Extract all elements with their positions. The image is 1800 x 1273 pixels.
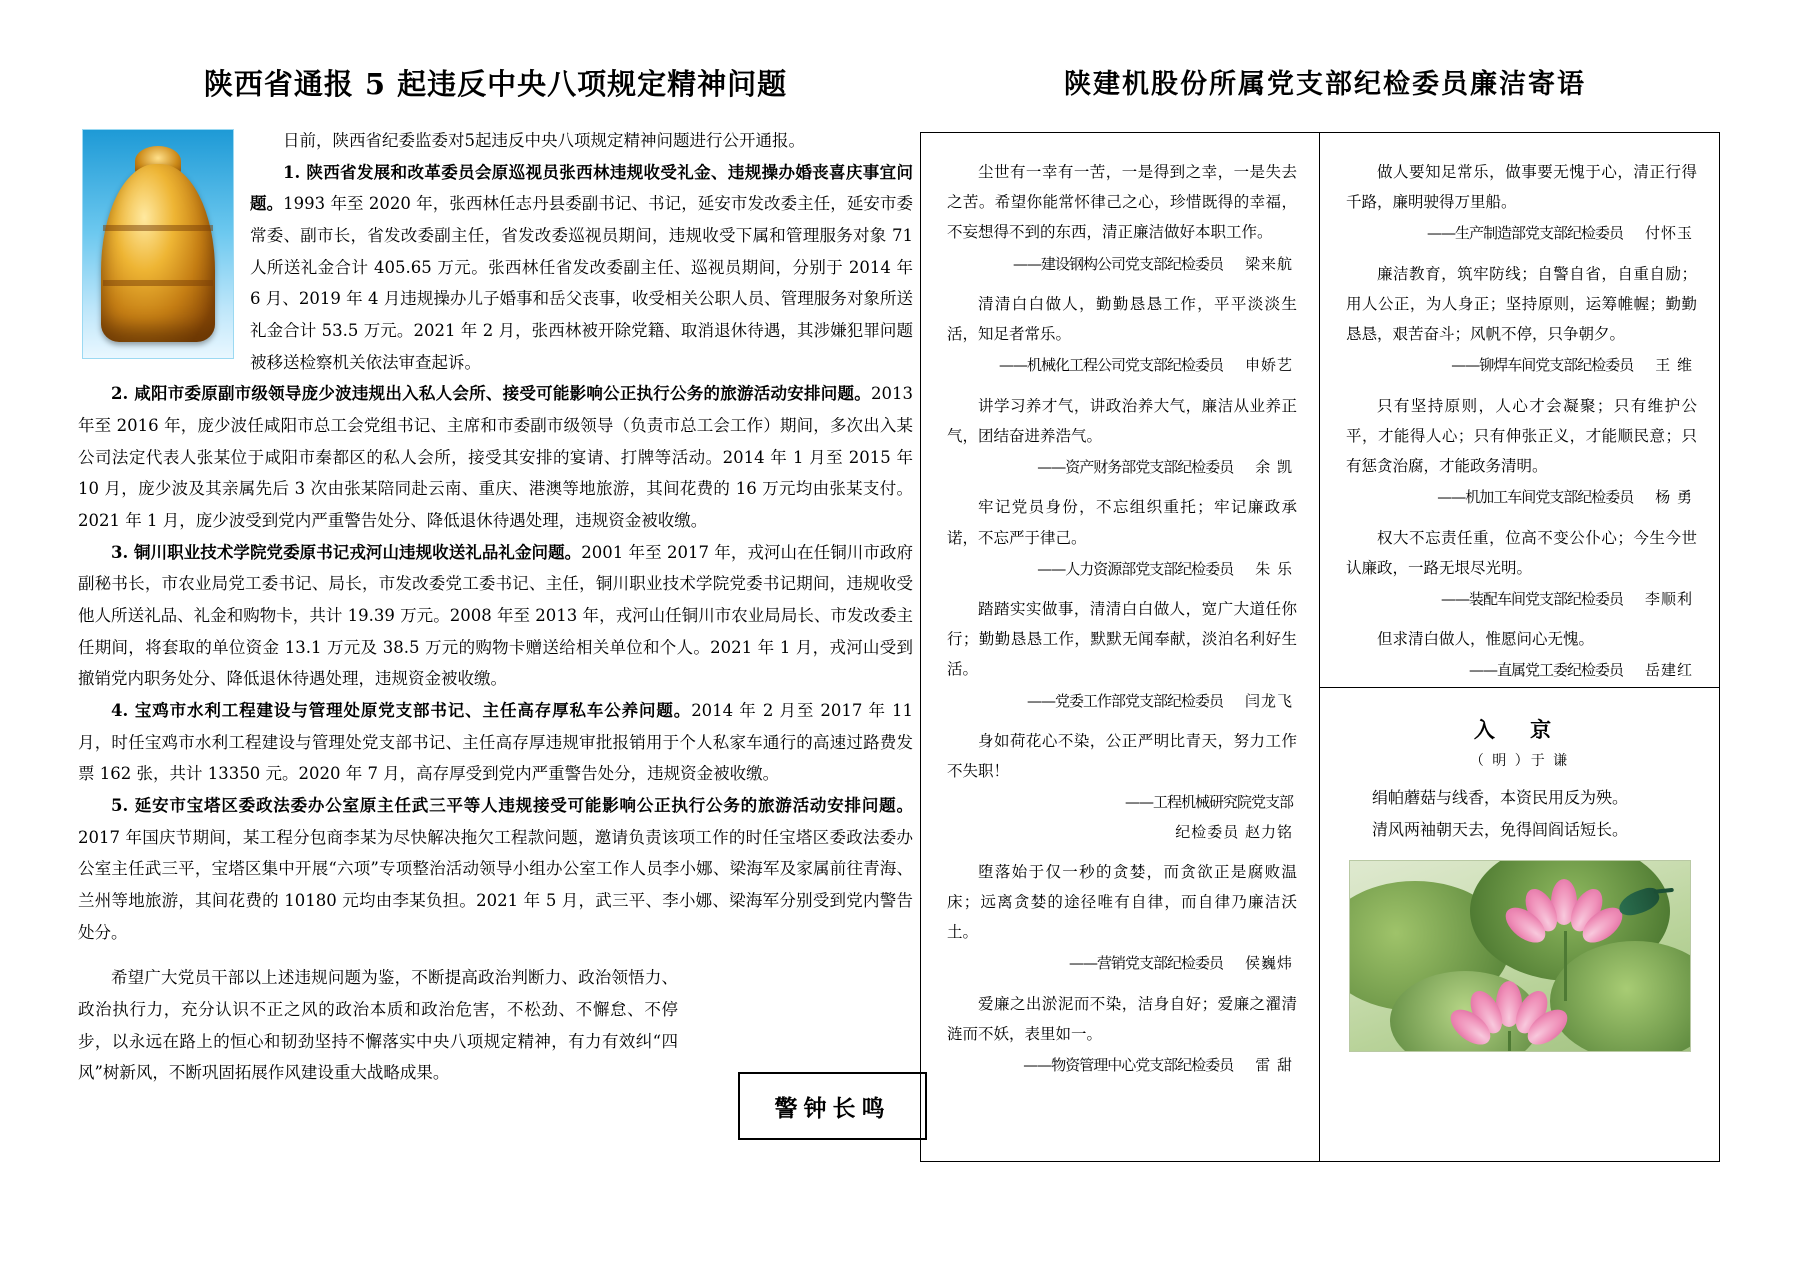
item-5-body: 2017 年国庆节期间，某工程分包商李某为尽快解决拖欠工程款问题，邀请负责该项工作的时任宝塔区委政法委办公室主任武三平，宝塔区集中开展“六项”专项整治活动领导小组办公室工作人员李小娜、梁海军及家属前往青海、兰州等地旅游，其间花费的 10180 元均由李某负担。2021 年 5 月，武三平、李小娜、梁海军分别受到党内警告处分。 <box>78 827 913 942</box>
quote-b4-name: 李顺利 <box>1644 589 1693 608</box>
item-2-heading: 2. 咸阳市委原副市级领导庞少波违规出入私人会所、接受可能影响公正执行公务的旅游活动安排问题。 <box>111 384 871 404</box>
quote-a6-text: 身如荷花心不染，公正严明比青天，努力工作不失职！ <box>947 731 1297 781</box>
quote-b4-text: 权大不忘责任重，位高不变公仆心；今生今世认廉政，一路无垠尽光明。 <box>1346 528 1697 577</box>
quote-a2-name: 申娇艺 <box>1244 356 1293 375</box>
quote-a7-text: 堕落始于仅一秒的贪婪，而贪欲正是腐败温床；远离贪婪的途径唯有自律，而自律乃廉洁沃土。 <box>947 862 1297 942</box>
quote-b1-sign <box>1346 219 1697 248</box>
quote-a3-name: 余 凯 <box>1255 458 1293 477</box>
quote-b4-sign <box>1346 585 1697 614</box>
item-1-heading: 1. 陕西省发展和改革委员会原巡视员张西林违规收受礼金、违规操办婚丧喜庆事宜问题。 <box>250 162 913 214</box>
left-article-body <box>78 125 913 1089</box>
item-4 <box>78 695 913 790</box>
quote-a8-name: 雷 甜 <box>1255 1056 1293 1075</box>
quote-b3-text: 只有坚持原则，人心才会凝聚；只有维护公平，才能得人心；只有伸张正义，才能顺民意；只有惩贪治腐，才能政务清明。 <box>1346 396 1697 476</box>
quote-a7-sign <box>947 949 1297 978</box>
quote-a7-org: ——营销党支部纪检委员 <box>1068 954 1223 973</box>
quote-a5-sign <box>947 687 1297 716</box>
quote-a3-text: 讲学习养才气，讲政治养大气，廉洁从业养正气，团结奋进养浩气。 <box>947 396 1297 445</box>
left-article-title: 陕西省通报 5 起违反中央八项规定精神问题 <box>203 67 788 101</box>
quote-a1-name: 梁来航 <box>1244 254 1293 273</box>
quote-a4-sign <box>947 555 1297 584</box>
item-4-heading: 4. 宝鸡市水利工程建设与管理处原党支部书记、主任高存厚私车公养问题。 <box>111 701 692 721</box>
quote-b5-text: 但求清白做人，惟愿问心无愧。 <box>1377 630 1595 649</box>
quote-a5-org: ——党委工作部党支部纪检委员 <box>1026 691 1223 710</box>
quote-a5-name: 闫龙飞 <box>1244 691 1293 710</box>
item-5 <box>78 790 913 948</box>
quote-a1-org: ——建设钢构公司党支部纪检委员 <box>1012 254 1223 273</box>
right-article-title: 陕建机股份所属党支部纪检委员廉洁寄语 <box>1064 69 1586 100</box>
poem-author: （ 明 ）于 谦 <box>1469 753 1570 769</box>
poem-line-1: 绢帕蘑菇与线香，本资民用反为殃。 <box>1372 788 1629 807</box>
poem-line-2: 清风两袖朝天去，免得闾阎话短长。 <box>1372 820 1629 839</box>
quote-b2-org: ——铆焊车间党支部纪检委员 <box>1451 356 1634 375</box>
quote-a5-text: 踏踏实实做事，清清白白做人，宽广大道任你行；勤勤恳恳工作，默默无闻奉献，淡泊名利好生活。 <box>947 599 1297 679</box>
item-1-body: 1993 年至 2020 年，张西林任志丹县委副书记、书记，延安市发改委主任，延安市委常委、副市长，省发改委副主任，省发改委巡视员期间，违规收受下属和管理服务对象 71 人所送礼金合计 405.65 万元。张西林任省发改委副主任、巡视员期间，分别于 2014 年 6 月、2019 年 4 月违规操办儿子婚事和岳父丧事，收受相关公职人员、管理服务对象所送礼金合计 53.5 万元。2021 年 2 月，张西林被开除党籍、取消退休待遇，其涉嫌犯罪问题被移送检察机关依法审查起诉。 <box>250 194 914 372</box>
poem-title: 入 京 <box>1473 717 1566 742</box>
lotus-painting <box>1349 860 1691 1052</box>
item-3 <box>78 537 913 695</box>
item-2 <box>78 378 913 536</box>
quote-b1-org: ——生产制造部党支部纪检委员 <box>1426 224 1623 243</box>
quote-a6-sign <box>947 788 1297 847</box>
quotes-column-b-top <box>1320 133 1719 688</box>
quote-a4-name: 朱 乐 <box>1255 559 1293 578</box>
quote-b5-name: 岳建红 <box>1644 661 1693 680</box>
right-article <box>920 62 1730 121</box>
quote-b1-text: 做人要知足常乐，做事要无愧于心，清正行得千路，廉明驶得万里船。 <box>1346 163 1697 212</box>
quote-b3-sign <box>1346 483 1697 512</box>
quote-b2-sign <box>1346 351 1697 380</box>
quote-a3-org: ——资产财务部党支部纪检委员 <box>1037 458 1234 477</box>
quote-a6-org: ——工程机械研究院党支部 <box>1124 793 1293 812</box>
quote-a1-text: 尘世有一幸有一苦，一是得到之幸，一是失去之苦。希望你能常怀律己之心，珍惜既得的幸福，不妄想得不到的东西，清正廉洁做好本职工作。 <box>947 163 1297 242</box>
quotes-column-a <box>921 133 1320 1161</box>
quote-a4-org: ——人力资源部党支部纪检委员 <box>1037 559 1234 578</box>
quotes-frame <box>920 132 1720 1162</box>
item-2-body: 2013 年至 2016 年，庞少波任咸阳市总工会党组书记、主席和市委副市级领导（负责市总工会工作）期间，多次出入某公司法定代表人张某位于咸阳市秦都区的私人会所，接受其安排的宴请、打牌等活动。2014 年 1 月至 2015 年 10 月，庞少波及其亲属先后 3 次由张某陪同赴云南、重庆、港澳等地旅游，其间花费的 16 万元均由张某支付。2021 年 1 月，庞少波受到党内严重警告处分、降低退休待遇处理，违规资金被收缴。 <box>78 384 913 531</box>
quote-a2-org: ——机械化工程公司党支部纪检委员 <box>998 356 1223 375</box>
quote-b5-sign <box>1346 656 1697 685</box>
quote-a4-text: 牢记党员身份，不忘组织重托；牢记廉政承诺，不忘严于律己。 <box>947 498 1297 547</box>
poem-block <box>1320 688 1719 1161</box>
quotes-column-b <box>1320 133 1719 1161</box>
quote-a2-sign <box>947 351 1297 380</box>
quote-b2-text: 廉洁教育，筑牢防线；自警自省，自重自励；用人公正，为人身正；坚持原则，运筹帷幄；勤勤恳恳，艰苦奋斗；风帆不停，只争朝夕。 <box>1346 264 1697 344</box>
lead-paragraph: 日前，陕西省纪委监委对5起违反中央八项规定精神问题进行公开通报。 <box>283 131 805 150</box>
quote-b5-org: ——直属党工委纪检委员 <box>1468 661 1623 680</box>
quote-b2-name: 王 维 <box>1655 356 1693 375</box>
item-3-heading: 3. 铜川职业技术学院党委原书记戎河山违规收送礼品礼金问题。 <box>111 542 582 562</box>
item-5-heading: 5. 延安市宝塔区委政法委办公室原主任武三平等人违规接受可能影响公正执行公务的旅游活动安排问题。 <box>111 796 913 816</box>
quote-b4-org: ——装配车间党支部纪检委员 <box>1440 589 1623 608</box>
left-article <box>78 62 913 1212</box>
closing-paragraph: 希望广大党员干部以上述违规问题为鉴，不断提高政治判断力、政治领悟力、政治执行力，充分认识不正之风的政治本质和政治危害，不松劲、不懈怠、不停步，以永远在路上的恒心和韧劲坚持不懈落实中央八项规定精神，有力有效纠“四风”树新风，不断巩固拓展作风建设重大战略成果。 <box>78 968 678 1083</box>
quote-a1-sign <box>947 250 1297 279</box>
quote-b3-name: 杨 勇 <box>1655 488 1693 507</box>
quote-b3-org: ——机加工车间党支部纪检委员 <box>1437 488 1634 507</box>
item-3-body: 2001 年至 2017 年，戎河山在任铜川市政府副秘书长，市农业局党工委书记、局长，市发改委党工委书记、主任，铜川职业技术学院党委书记期间，违规收受他人所送礼品、礼金和购物卡，共计 19.39 万元。2008 年至 2013 年，戎河山任铜川市农业局局长、市发改委主任期间，将套取的单位资金 13.1 万元及 38.5 万元的购物卡赠送给相关单位和个人。2021 年 1 月，戎河山受到撤销党内职务处分、降低退休待遇处理，违规资金被收缴。 <box>78 542 913 689</box>
alarm-bell-box: 警钟长鸣 <box>738 1072 927 1140</box>
quote-a3-sign <box>947 453 1297 482</box>
quote-a2-text: 清清白白做人，勤勤恳恳工作，平平淡淡生活，知足者常乐。 <box>947 294 1297 344</box>
item-4-body: 2014 年 2 月至 2017 年 11 月，时任宝鸡市水利工程建设与管理处党支部书记、主任高存厚违规审批报销用于个人私家车通行的高速过路费发票 162 张，共计 13350 元。2020 年 7 月，高存厚受到党内严重警告处分，违规资金被收缴。 <box>78 701 913 784</box>
quote-a6-name: 纪检委员 赵力铭 <box>1175 822 1293 841</box>
quote-b1-name: 付怀玉 <box>1644 224 1693 243</box>
quote-a8-text: 爱廉之出淤泥而不染，洁身自好；爱廉之濯清涟而不妖，表里如一。 <box>947 994 1297 1043</box>
golden-bell-photo <box>82 129 234 359</box>
quote-a7-name: 侯巍炜 <box>1244 954 1293 973</box>
lotus-flower-top <box>1525 879 1605 949</box>
quote-a8-org: ——物资管理中心党支部纪检委员 <box>1023 1056 1234 1075</box>
quote-a8-sign <box>947 1051 1297 1080</box>
lotus-flower-bottom <box>1470 981 1550 1051</box>
